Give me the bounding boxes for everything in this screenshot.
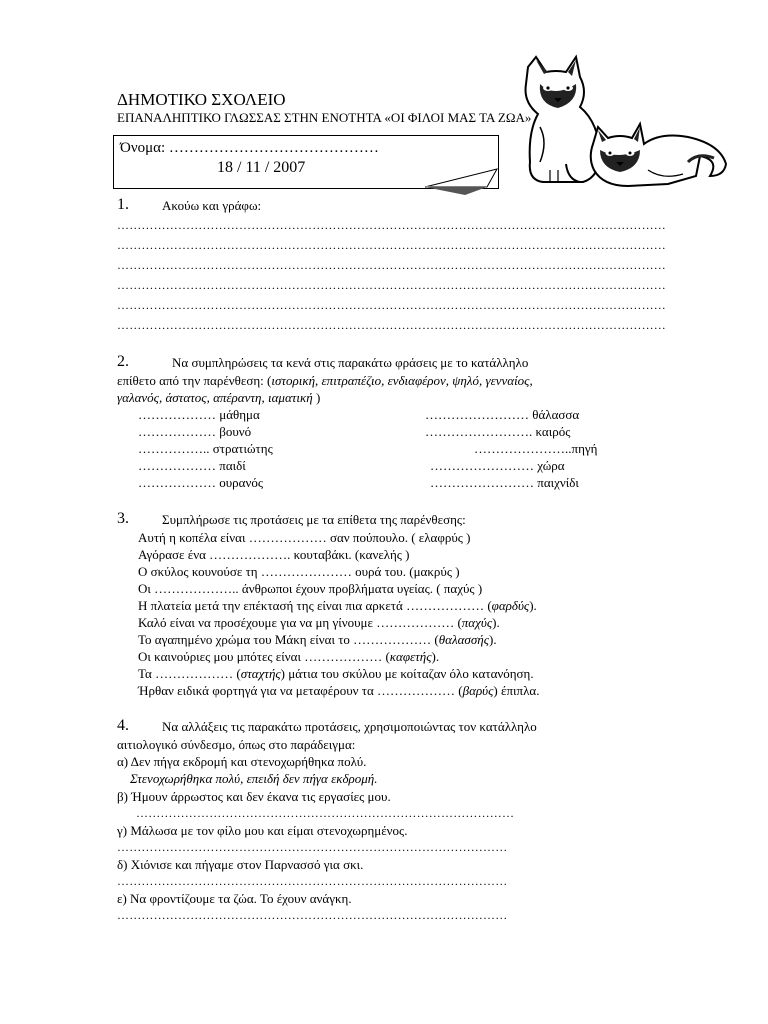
q3-sentence: Το αγαπημένο χρώμα του Μάκη είναι το ……………… (θαλασσής). (138, 632, 497, 647)
q2-options-part2: γαλανός, άστατος, απέραντη, ιαματική (117, 390, 313, 405)
name-field: Όνομα: …………………………………… (120, 140, 379, 156)
q4-instruction-line2: αιτιολογικό σύνδεσμο, όπως στο παράδειγμα: (117, 737, 356, 752)
q4-item-b: β) Ήμουν άρρωστος και δεν έκανα τις εργασίες μου. (117, 789, 391, 804)
q2-right-item: …………………… θάλασσα (425, 407, 580, 422)
q4-instruction-line1: Να αλλάξεις τις παρακάτω προτάσεις, χρησιμοποιώντας τον κατάλληλο (162, 719, 537, 734)
q1-line: ……………………………………………………………………………………………………………………… (117, 258, 666, 272)
q3-number: 3. (117, 510, 129, 527)
q1-number: 1. (117, 196, 129, 213)
q2-number: 2. (117, 353, 129, 370)
q2-instruction-line3 (117, 390, 320, 406)
q1-line: ……………………………………………………………………………………………………………………… (117, 238, 666, 252)
q3-sentence: Τα ……………… (σταχτής) μάτια του σκύλου με κοίταζαν όλο κατανόηση. (138, 666, 534, 681)
q4-example-answer: Στενοχωρήθηκα πολύ, επειδή δεν πήγα εκδρομή. (130, 771, 378, 786)
q3-instruction: Συμπλήρωσε τις προτάσεις με τα επίθετα της παρένθεσης: (162, 512, 466, 527)
q3-sentence: Αυτή η κοπέλα είναι ……………… σαν πούπουλο. ( ελαφρύς ) (138, 530, 471, 545)
q3-sentence: Καλό είναι να προσέχουμε για να μη γίνουμε ……………… (παχύς). (138, 615, 500, 630)
q2-left-item: ……………… ουρανός (138, 475, 264, 490)
q1-line: ……………………………………………………………………………………………………………………… (117, 298, 666, 312)
q2-right-item: …………………..πηγή (474, 441, 598, 456)
q1-line: ……………………………………………………………………………………………………………………… (117, 318, 666, 332)
q1-line: ……………………………………………………………………………………………………………………… (117, 278, 666, 292)
date-text: 18 / 11 / 2007 (217, 159, 306, 176)
q2-instruction-line1: Να συμπληρώσεις τα κενά στις παρακάτω φράσεις με το κατάλληλο (172, 355, 529, 370)
q2-right-item: ……………………. καιρός (425, 424, 571, 439)
worksheet-subtitle: ΕΠΑΝΑΛΗΠΤΙΚΟ ΓΛΩΣΣΑΣ ΣΤΗΝ ΕΝΟΤΗΤΑ «ΟΙ ΦΙΛΟΙ ΜΑΣ ΤΑ ΖΩΑ» (117, 110, 532, 125)
q4-item-a: α) Δεν πήγα εκδρομή και στενοχωρήθηκα πολύ. (117, 754, 367, 769)
callout-pointer (405, 165, 505, 197)
q3-sentence: Ήρθαν ειδικά φορτηγά για να μεταφέρουν τα ……………… (βαρύς) έπιπλα. (138, 683, 540, 698)
q3-sentence: Η πλατεία μετά την επέκτασή της είναι πια αρκετά ……………… (φαρδύς). (138, 598, 537, 613)
school-title: ΔΗΜΟΤΙΚΟ ΣΧΟΛΕΙΟ (117, 90, 286, 109)
q2-instruction-line2 (117, 373, 533, 389)
q4-number: 4. (117, 717, 129, 734)
q3-sentence: Οι ……………….. άνθρωποι έχουν προβλήματα υγείας. ( παχύς ) (138, 581, 483, 596)
q4-item-e: ε) Να φροντίζουμε τα ζώα. Το έχουν ανάγκη. (117, 891, 352, 906)
q3-sentence: Αγόρασε ένα ………………. κουταβάκι. (κανελής ) (138, 547, 410, 562)
cats-illustration (488, 52, 728, 192)
q3-sentence: Οι καινούριες μου μπότες είναι ……………… (καφετής). (138, 649, 440, 664)
q4-answer-line-d: …………………………………………………………………………………… (117, 874, 508, 888)
q4-item-d: δ) Χιόνισε και πήγαμε στον Παρνασσό για σκι. (117, 857, 364, 872)
q3-sentence: Ο σκύλος κουνούσε τη ………………… ουρά του. (μακρύς ) (138, 564, 460, 579)
q2-left-item: ……………… βουνό (138, 424, 252, 439)
q4-answer-line-b: ………………………………………………………………………………… (136, 806, 515, 820)
q1-line: ……………………………………………………………………………………………………………………… (117, 218, 666, 232)
q1-instruction: Ακούω και γράφω: (162, 198, 262, 213)
q2-paren-close: ) (312, 390, 321, 405)
q2-line2-text: επίθετο από την παρένθεση: ( (117, 373, 272, 388)
q2-left-item: …………….. στρατιώτης (138, 441, 273, 456)
q2-left-item: ……………… μάθημα (138, 407, 260, 422)
q4-answer-line-c: …………………………………………………………………………………… (117, 840, 508, 854)
q4-item-c: γ) Μάλωσα με τον φίλο μου και είμαι στενοχωρημένος. (117, 823, 408, 838)
q2-right-item: …………………… χώρα (430, 458, 565, 473)
q2-options-part1: ιστορική, επιτραπέζιο, ενδιαφέρον, ψηλό, γενναίος, (271, 373, 533, 388)
q2-right-item: …………………… παιχνίδι (430, 475, 579, 490)
q4-answer-line-e: …………………………………………………………………………………… (117, 908, 508, 922)
q2-left-item: ……………… παιδί (138, 458, 246, 473)
